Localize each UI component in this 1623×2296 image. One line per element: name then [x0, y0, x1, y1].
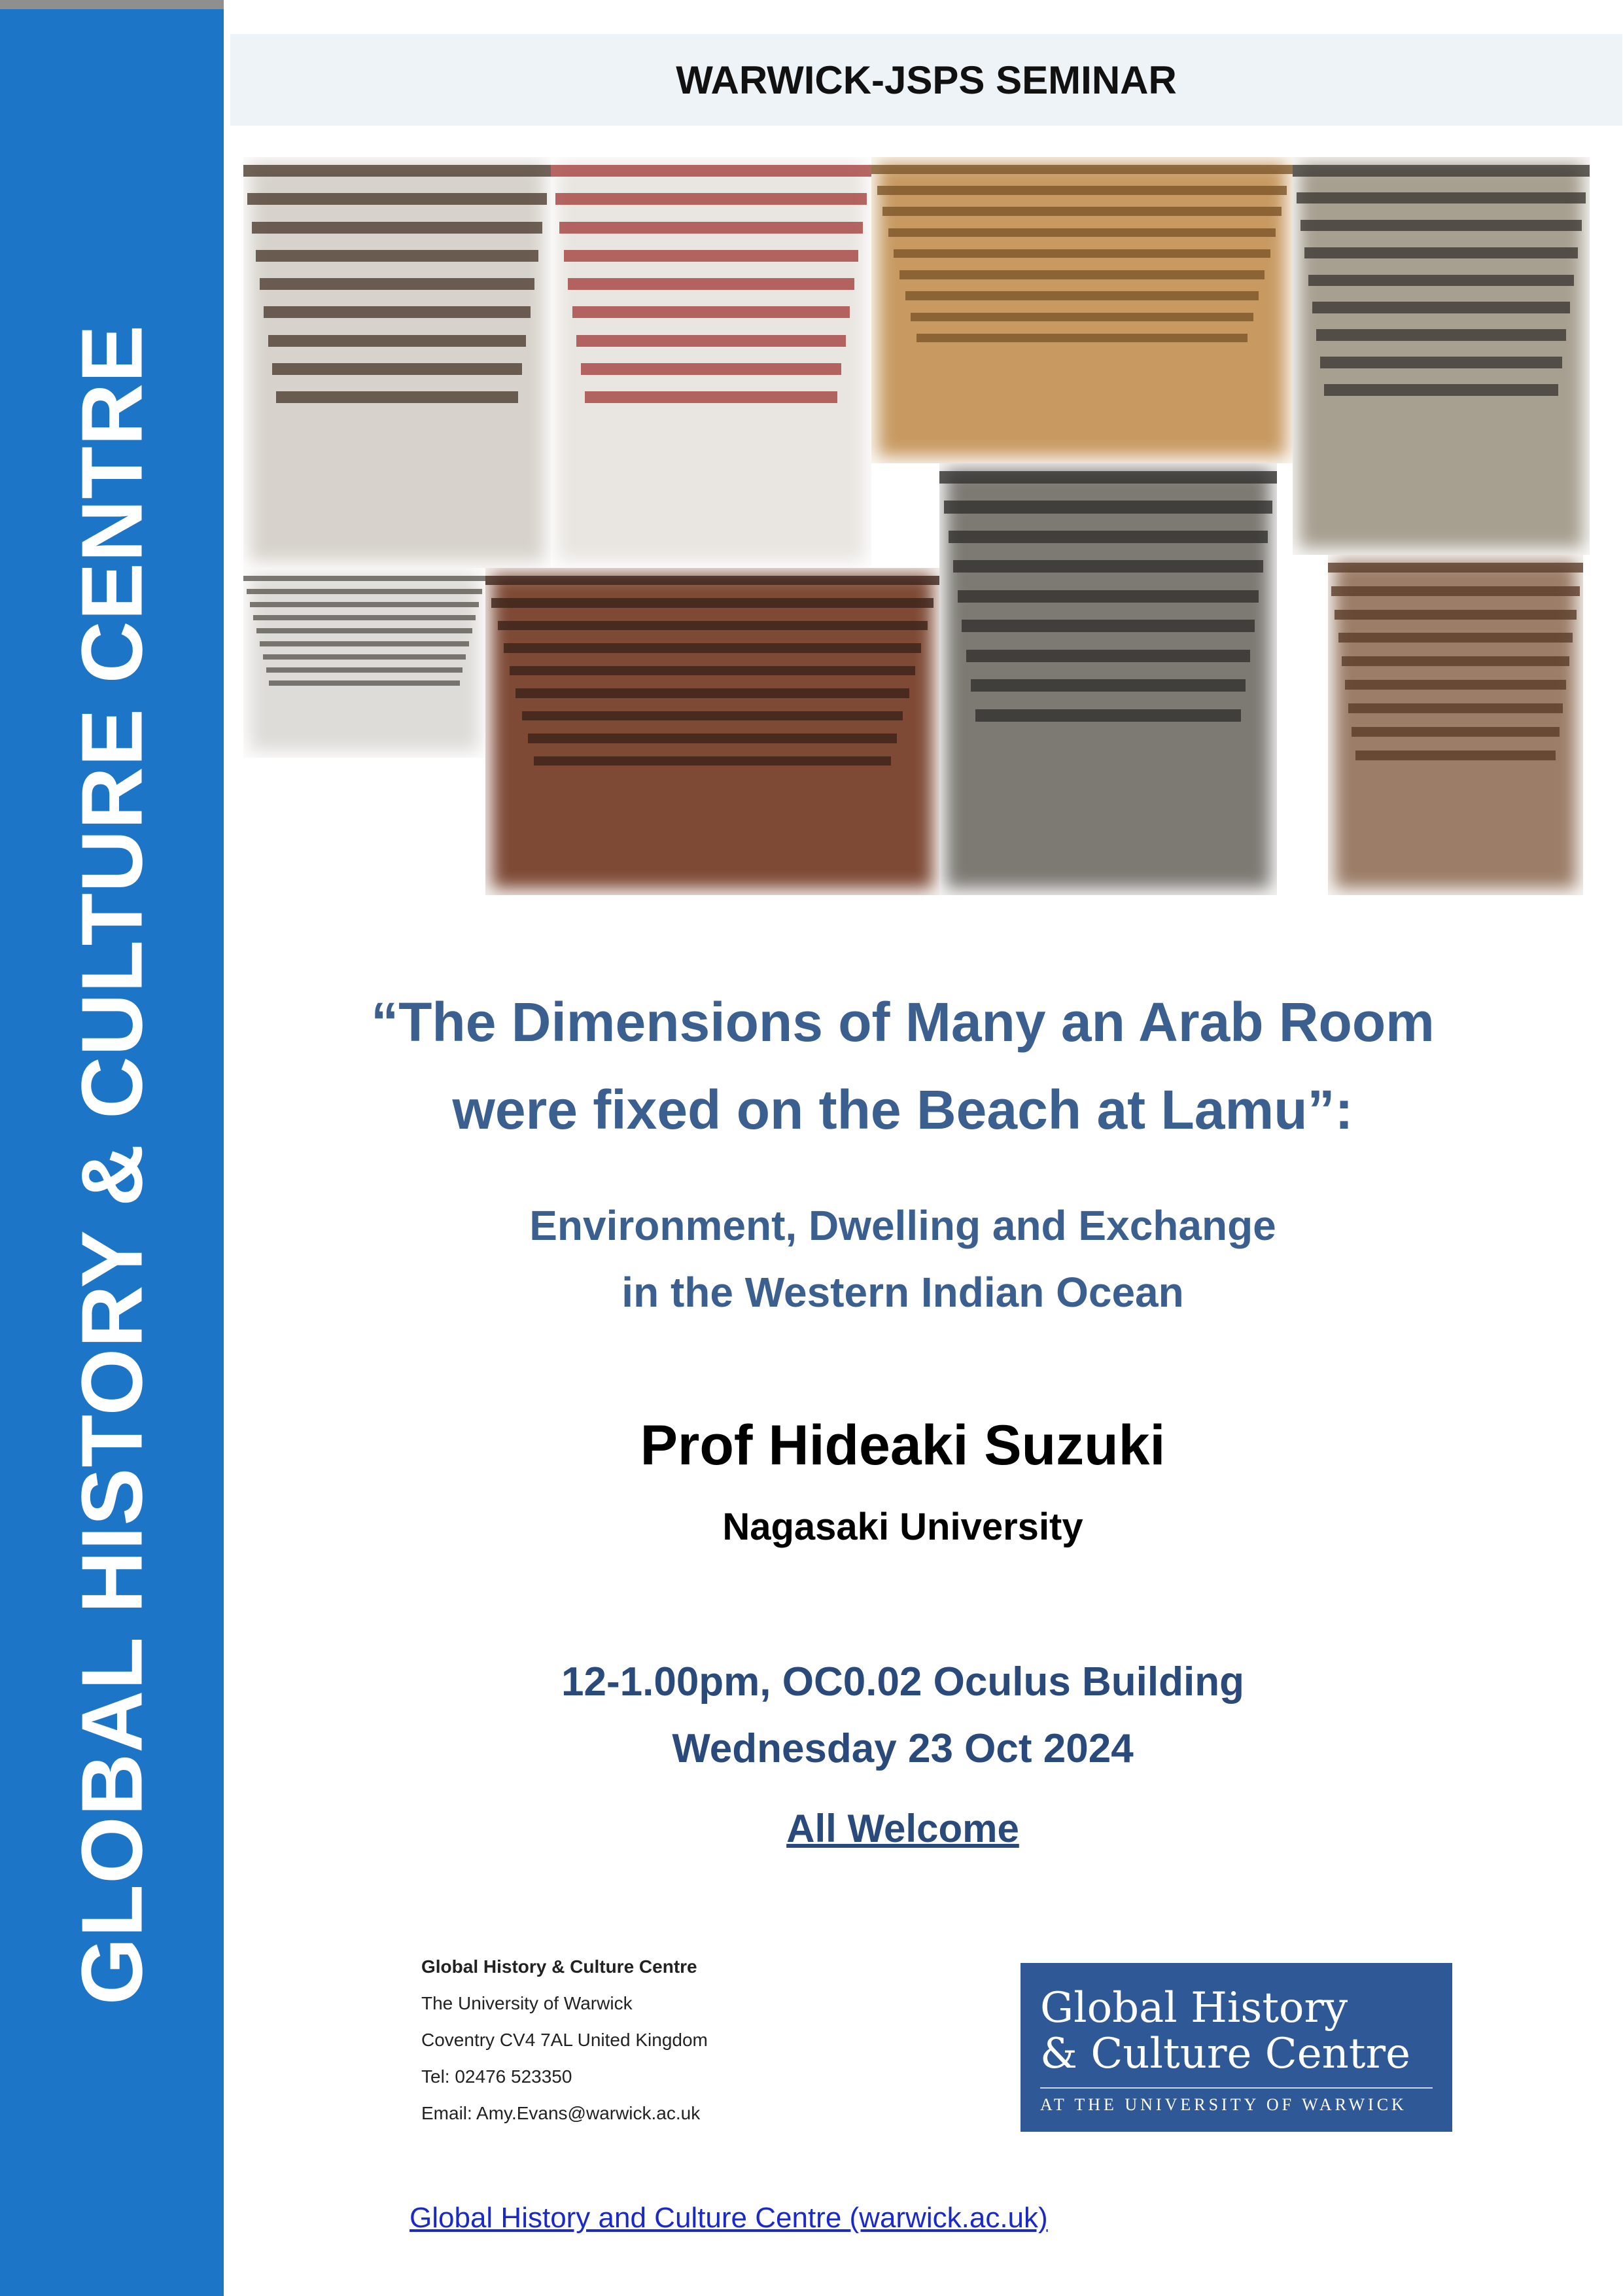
ceiling-beam — [1297, 192, 1586, 204]
ceiling-beam — [962, 620, 1254, 632]
ceiling-beam — [576, 335, 846, 347]
ceiling-beam — [1304, 247, 1578, 259]
talk-title-line2: were fixed on the Beach at Lamu”: — [452, 1079, 1353, 1140]
ceiling-beam — [877, 186, 1287, 195]
ceiling-beam — [911, 313, 1253, 322]
ceiling-beam — [510, 666, 915, 675]
ceiling-beam — [949, 531, 1268, 543]
ceiling-beam — [888, 228, 1276, 238]
ceiling-beam — [1348, 703, 1563, 713]
seminar-title: WARWICK-JSPS SEMINAR — [676, 58, 1177, 102]
ceiling-beam — [894, 249, 1270, 258]
contact-org: Global History & Culture Centre — [421, 1956, 697, 1977]
ceiling-beam — [247, 589, 482, 594]
event-time-place: 12-1.00pm, OC0.02 Oculus Building — [561, 1659, 1244, 1704]
ceiling-beam — [1312, 302, 1569, 313]
ghcc-logo — [1021, 1963, 1452, 2132]
ceiling-beam — [269, 680, 459, 686]
ceiling-beam — [1293, 165, 1590, 177]
ceiling-beam — [243, 165, 551, 177]
logo-line3: AT THE UNIVERSITY OF WARWICK — [1040, 2095, 1407, 2114]
ceiling-beam — [958, 590, 1259, 603]
ceiling-beam — [953, 560, 1264, 573]
logo-line2: & Culture Centre — [1040, 2030, 1410, 2078]
talk-subtitle-line1: Environment, Dwelling and Exchange — [529, 1202, 1276, 1249]
ceiling-beam — [1324, 384, 1558, 396]
ceiling-beam — [1355, 751, 1556, 760]
ceiling-beam — [1300, 220, 1582, 232]
ceiling-beam — [559, 222, 863, 234]
contact-line1: The University of Warwick — [421, 1993, 633, 2013]
ceiling-beam — [534, 756, 891, 766]
ceiling-beam — [1345, 680, 1566, 690]
all-welcome-link[interactable]: All Welcome — [786, 1807, 1019, 1850]
ceiling-beam — [581, 363, 842, 375]
ceiling-beam — [564, 250, 859, 262]
ceiling-beam — [882, 207, 1282, 216]
talk-title — [262, 978, 1544, 1154]
ceiling-beam — [515, 688, 909, 698]
ceiling-beam — [1316, 329, 1565, 341]
ceiling-beam — [266, 667, 463, 673]
ceiling-beam — [871, 165, 1293, 174]
ceiling-photo-dark-rafters — [1293, 157, 1590, 555]
ceiling-beam — [939, 471, 1277, 484]
ceiling-beam — [256, 250, 538, 262]
ceiling-photo-wooden-poles — [871, 157, 1293, 463]
ceiling-beam — [568, 278, 854, 290]
ceiling-beam — [528, 733, 897, 743]
contact-line2: Coventry CV4 7AL United Kingdom — [421, 2030, 708, 2050]
ceiling-photo-red-beams-lantern — [551, 157, 871, 568]
speaker-name: Prof Hideaki Suzuki — [640, 1414, 1166, 1477]
ceiling-beam — [260, 641, 470, 646]
ceiling-beam — [1320, 357, 1562, 368]
ceiling-beam — [263, 654, 466, 660]
ceiling-beam — [899, 270, 1265, 279]
ceiling-beam — [272, 363, 522, 375]
ceiling-photo-dark-timber-post — [485, 568, 939, 895]
ceiling-beam — [1331, 586, 1580, 596]
ceiling-beam — [504, 643, 922, 652]
ceiling-beam — [916, 334, 1248, 343]
sidebar — [0, 0, 224, 2296]
ceiling-beam — [585, 391, 837, 403]
ceiling-beam — [944, 501, 1272, 513]
ceiling-beam — [975, 709, 1241, 722]
contact-email: Email: Amy.Evans@warwick.ac.uk — [421, 2103, 701, 2123]
ceiling-beam — [250, 602, 479, 607]
ceiling-beam — [243, 576, 485, 581]
talk-subtitle-line2: in the Western Indian Ocean — [621, 1269, 1184, 1316]
ceiling-beam — [1308, 275, 1574, 287]
website-link[interactable]: Global History and Culture Centre (warwick.ac.uk) — [410, 2202, 1048, 2234]
ceiling-beam — [1352, 727, 1559, 737]
ceiling-photo-grey-mangrove — [939, 463, 1277, 895]
ceiling-beam — [256, 628, 473, 633]
ceiling-beam — [252, 222, 543, 234]
ceiling-beam — [905, 291, 1259, 300]
contact-tel: Tel: 02476 523350 — [421, 2066, 572, 2087]
ceiling-beam — [253, 615, 476, 620]
event-details — [262, 1649, 1544, 1782]
header-band — [230, 34, 1622, 126]
contact-address — [421, 1949, 708, 2132]
ceiling-beam — [971, 679, 1246, 692]
event-date: Wednesday 23 Oct 2024 — [672, 1726, 1134, 1771]
ceiling-photo-small-white — [243, 568, 485, 758]
talk-title-line1: “The Dimensions of Many an Arab Room — [371, 991, 1435, 1053]
ceiling-beam — [260, 278, 534, 290]
ceiling-beam — [966, 650, 1249, 662]
ceiling-beam — [491, 598, 934, 607]
speaker-affiliation: Nagasaki University — [722, 1506, 1083, 1548]
ceiling-beam — [485, 576, 939, 585]
sidebar-top-line — [0, 0, 224, 9]
ceiling-beam — [522, 711, 903, 720]
ceiling-beam — [1342, 656, 1569, 666]
talk-subtitle — [262, 1192, 1544, 1326]
sidebar-vertical-title: GLOBAL HISTORY & CULTURE CENTRE — [63, 324, 160, 2005]
ceiling-beam — [572, 306, 850, 318]
logo-rule — [1040, 2087, 1433, 2089]
ceiling-beam — [268, 335, 527, 347]
ceiling-beam — [247, 193, 546, 205]
ceiling-beam — [264, 306, 530, 318]
ceiling-beam — [555, 193, 867, 205]
ceiling-beam — [1328, 563, 1583, 573]
ceiling-beam — [1335, 610, 1576, 620]
ceiling-photo-white-beams — [243, 157, 551, 568]
ceiling-beam — [276, 391, 518, 403]
ceiling-beam — [551, 165, 871, 177]
ceiling-photo-brown-rafters — [1328, 555, 1583, 895]
logo-line1: Global History — [1040, 1984, 1348, 2032]
ceiling-beam — [1338, 633, 1573, 643]
ceiling-beam — [498, 621, 928, 630]
